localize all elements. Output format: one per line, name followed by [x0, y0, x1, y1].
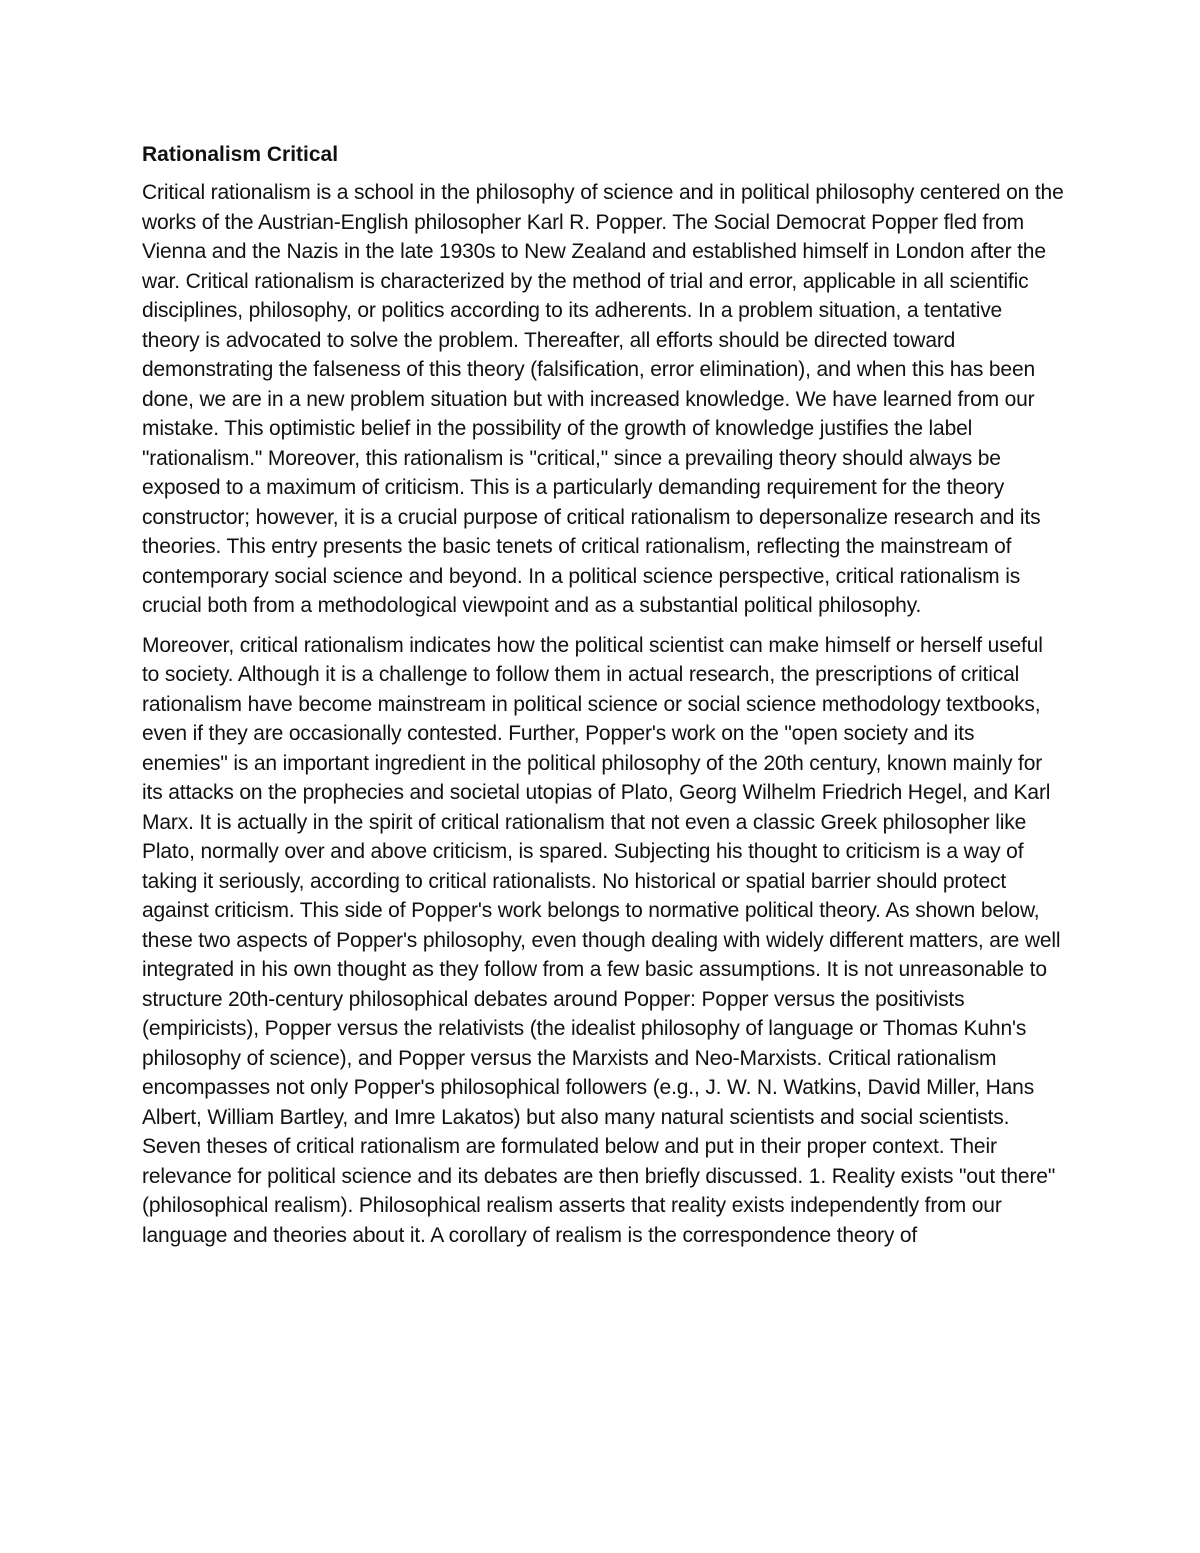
- document-page: [142, 140, 1064, 1260]
- paragraph-1: Critical rationalism is a school in the philosophy of science and in political philosophy centered on the works of the Austrian-English philosopher Karl R. Popper. The Social Democrat Popper fled from Vienna and the Nazis in the late 1930s to New Zealand and established himself in London after the war. Critical rationalism is characterized by the method of trial and error, applicable in all scientific disciplines, philosophy, or politics according to its adherents. In a problem situation, a tentative theory is advocated to solve the problem. Thereafter, all efforts should be directed toward demonstrating the falseness of this theory (falsification, error elimination), and when this has been done, we are in a new problem situation but with increased knowledge. We have learned from our mistake. This optimistic belief in the possibility of the growth of knowledge justifies the label "rationalism." Moreover, this rationalism is "critical," since a prevailing theory should always be exposed to a maximum of criticism. This is a particularly demanding requirement for the theory constructor; however, it is a crucial purpose of critical rationalism to depersonalize research and its theories. This entry presents the basic tenets of critical rationalism, reflecting the mainstream of contemporary social science and beyond. In a political science perspective, critical rationalism is crucial both from a methodological viewpoint and as a substantial political philosophy.: [142, 181, 1064, 617]
- document-title: Rationalism Critical: [142, 143, 339, 166]
- paragraph-2: Moreover, critical rationalism indicates how the political scientist can make himself or herself useful to society. Although it is a challenge to follow them in actual research, the prescriptions of critical rationalism have become mainstream in political science or social science methodology textbooks, even if they are occasionally contested. Further, Popper's work on the "open society and its enemies" is an important ingredient in the political philosophy of the 20th century, known mainly for its attacks on the prophecies and societal utopias of Plato, Georg Wilhelm Friedrich Hegel, and Karl Marx. It is actually in the spirit of critical rationalism that not even a classic Greek philosopher like Plato, normally over and above criticism, is spared. Subjecting his thought to criticism is a way of taking it seriously, according to critical rationalists. No historical or spatial barrier should protect against criticism. This side of Popper's work belongs to normative political theory. As shown below, these two aspects of Popper's philosophy, even though dealing with widely different matters, are well integrated in his own thought as they follow from a few basic assumptions. It is not unreasonable to structure 20th-century philosophical debates around Popper: Popper versus the positivists (empiricists), Popper versus the relativists (the idealist philosophy of language or Thomas Kuhn's philosophy of science), and Popper versus the Marxists and Neo-Marxists. Critical rationalism encompasses not only Popper's philosophical followers (e.g., J. W. N. Watkins, David Miller, Hans Albert, William Bartley, and Imre Lakatos) but also many natural scientists and social scientists. Seven theses of critical rationalism are formulated below and put in their proper context. Their relevance for political science and its debates are then briefly discussed. 1. Reality exists "out there" (philosophical realism). Philosophical realism asserts that reality exists independently from our language and theories about it. A corollary of realism is the correspondence theory of: [142, 633, 1061, 1247]
